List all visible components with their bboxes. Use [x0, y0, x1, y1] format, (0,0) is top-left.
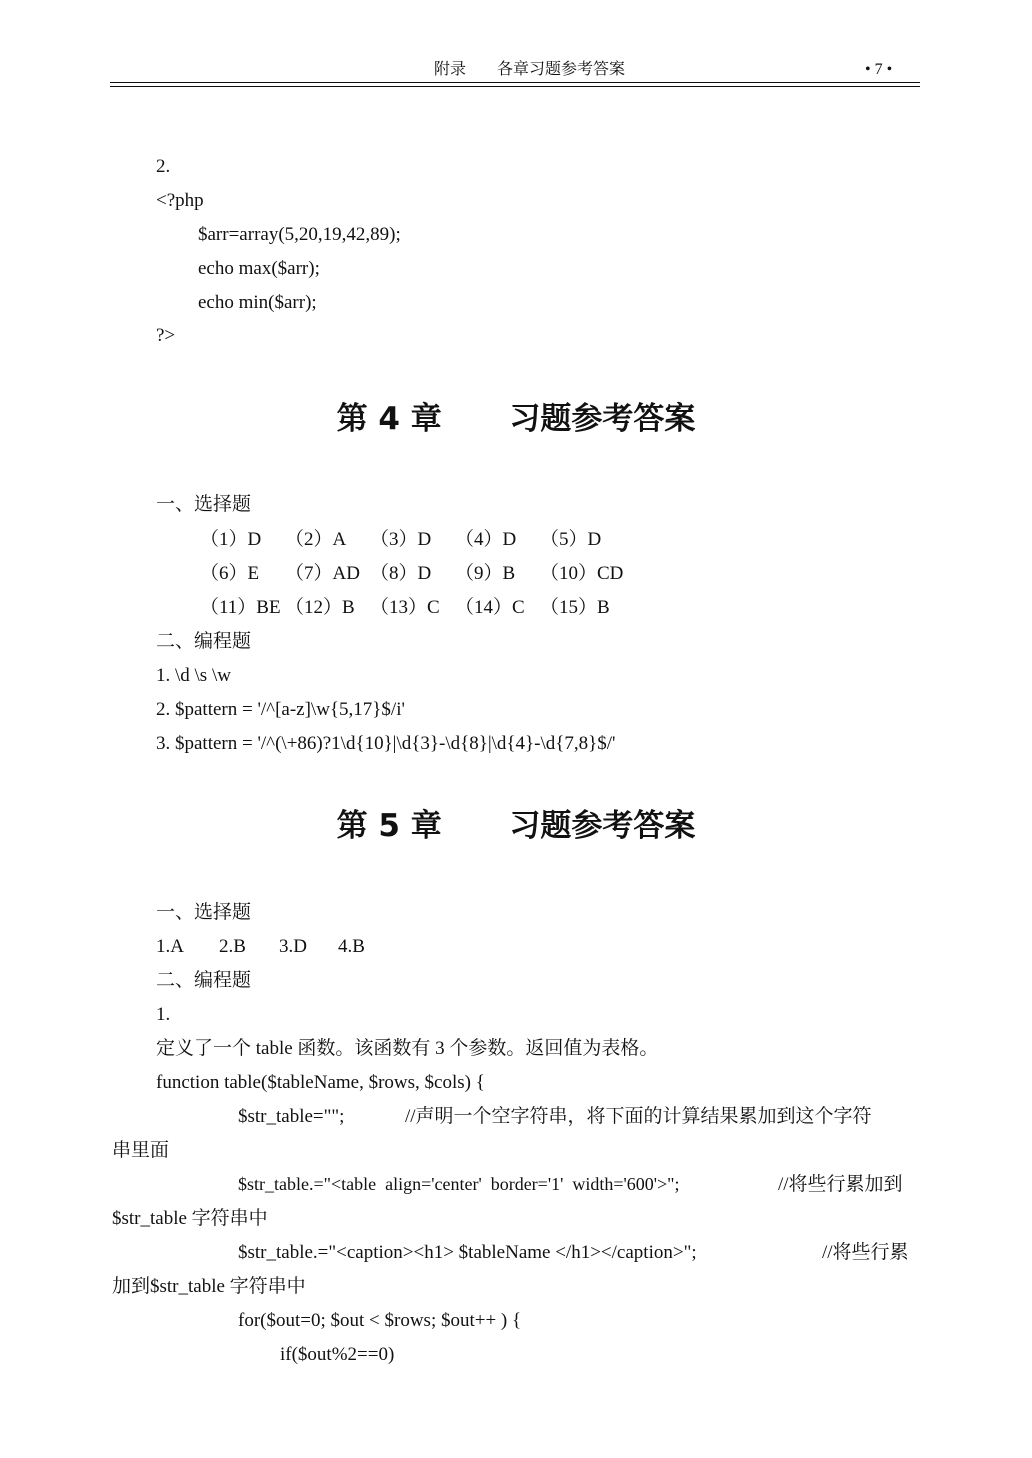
header-title: 各章习题参考答案 — [497, 61, 626, 78]
code-line: echo min($arr); — [198, 292, 317, 313]
code-line: for($out=0; $out < $rows; $out++ ) { — [238, 1310, 522, 1331]
chapter-5-title: 习题参考答案 — [509, 808, 696, 844]
programming-heading: 二、编程题 — [156, 970, 252, 991]
choice-answer: 3.D — [279, 936, 307, 957]
code-comment-wrap: 加到$str_table 字符串中 — [112, 1276, 306, 1297]
programming-answer: 2. $pattern = '/^[a-z]\w{5,17}$/i' — [156, 699, 405, 720]
chapter-4-title: 习题参考答案 — [509, 401, 696, 437]
code-comment: //声明一个空字符串，将下面的计算结果累加到这个字符 — [405, 1106, 872, 1127]
choice-heading: 一、选择题 — [156, 902, 252, 923]
code-line: $arr=array(5,20,19,42,89); — [198, 224, 401, 245]
choice-answer: （1）D — [200, 529, 262, 550]
programming-description: 定义了一个 table 函数。该函数有 3 个参数。返回值为表格。 — [156, 1038, 659, 1059]
chapter-4-number: 第 4 章 — [336, 401, 442, 437]
programming-item-label: 1. — [156, 1004, 171, 1025]
choice-heading: 一、选择题 — [156, 494, 252, 515]
choice-answer: （2）A — [285, 529, 347, 550]
choice-answer: （5）D — [540, 529, 602, 550]
programming-answer: 3. $pattern = '/^(\+86)?1\d{10}|\d{3}-\d{8}|\d{4}-\d{7,8}$/' — [156, 733, 616, 754]
choice-answer: （13）C — [370, 597, 440, 618]
choice-answer: （9）B — [455, 563, 516, 584]
code-comment: //将些行累 — [822, 1242, 909, 1263]
choice-answer: （14）C — [455, 597, 525, 618]
choice-answer: （4）D — [455, 529, 517, 550]
chapter-5-number: 第 5 章 — [336, 808, 442, 844]
header-rule-top — [110, 82, 920, 83]
code-line: echo max($arr); — [198, 258, 320, 279]
choice-answer: （7）AD — [285, 563, 360, 584]
choice-answer: （8）D — [370, 563, 432, 584]
code-comment-wrap: $str_table 字符串中 — [112, 1208, 268, 1229]
choice-answer: （15）B — [540, 597, 610, 618]
choice-answer: （3）D — [370, 529, 432, 550]
page-number: • 7 • — [865, 61, 893, 78]
header-section: 附录 — [434, 61, 467, 78]
choice-answer: （11）BE — [200, 597, 281, 618]
code-line: $str_table.="<table align='center' border='1' width='600'>"; — [238, 1174, 680, 1194]
header-rule-bottom — [110, 86, 920, 87]
code-line: function table($tableName, $rows, $cols) { — [156, 1072, 485, 1093]
chapter-4-heading — [0, 401, 1032, 437]
choice-answer: 1.A — [156, 936, 184, 957]
choice-answer: （6）E — [200, 563, 260, 584]
code-item-label: 2. — [156, 156, 171, 177]
code-line: $str_table=""; — [238, 1106, 345, 1127]
choice-answer: 4.B — [338, 936, 365, 957]
code-line: <?php — [156, 190, 204, 211]
choice-answer: 2.B — [219, 936, 246, 957]
code-comment: //将些行累加到 — [778, 1174, 903, 1195]
choice-answer: （10）CD — [540, 563, 624, 584]
choice-answer: （12）B — [285, 597, 355, 618]
code-line: ?> — [156, 325, 176, 346]
programming-heading: 二、编程题 — [156, 631, 252, 652]
chapter-5-heading — [0, 808, 1032, 844]
code-comment-wrap: 串里面 — [112, 1140, 170, 1161]
code-line: if($out%2==0) — [280, 1344, 395, 1365]
programming-answer: 1. \d \s \w — [156, 665, 231, 686]
code-line: $str_table.="<caption><h1> $tableName </h1></caption>"; — [238, 1242, 697, 1263]
